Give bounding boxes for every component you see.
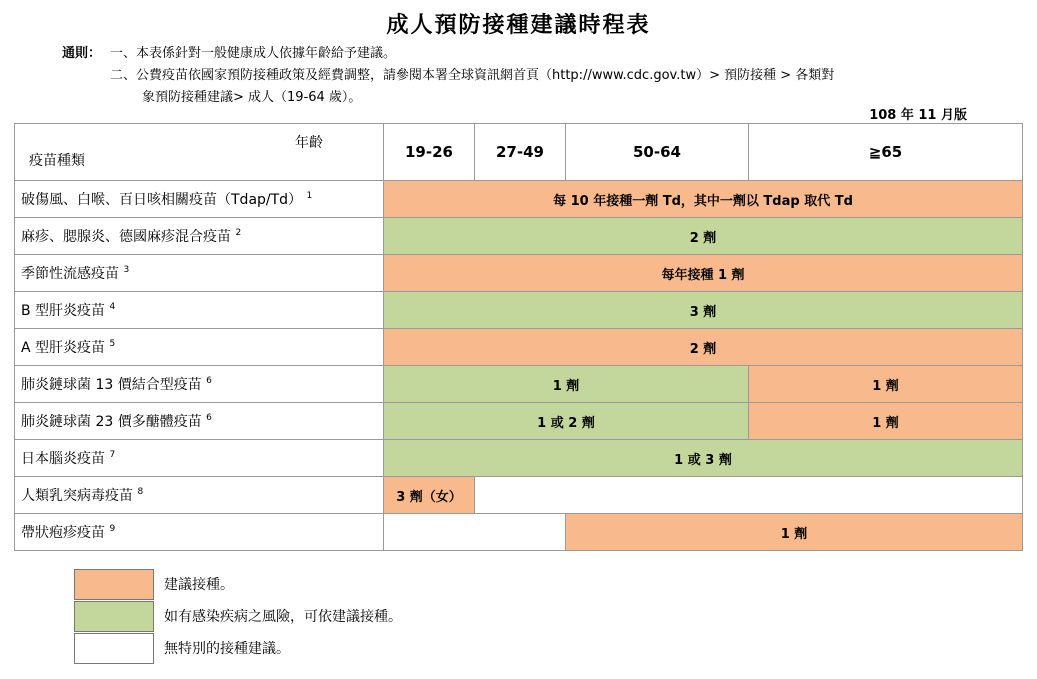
- table-row: [15, 514, 1023, 551]
- age-group-27-49: 27-49: [475, 124, 566, 181]
- note-line-2: 二、公費疫苗依國家預防接種政策及經費調整，請參閱本署全球資訊網首頁（http://www.cdc.gov.tw）> 預防接種 > 各類對: [110, 68, 835, 83]
- table-row: [15, 255, 1023, 292]
- age-group-50-64: 50-64: [566, 124, 749, 181]
- vaccine-name: 肺炎鏈球菌 13 價結合型疫苗 $^6$: [15, 366, 384, 403]
- header-row: [15, 124, 1023, 181]
- schedule-cell: 1 或 3 劑: [384, 440, 1023, 477]
- table-row: [15, 329, 1023, 366]
- schedule-cell: 3 劑: [384, 292, 1023, 329]
- schedule-cell: 1 劑: [749, 403, 1023, 440]
- vaccine-name: 日本腦炎疫苗 $^7$: [15, 440, 384, 477]
- schedule-cell: 1 劑: [566, 514, 1023, 551]
- corner-header: [15, 124, 384, 181]
- schedule-cell: 3 劑（女）: [384, 477, 475, 514]
- vaccine-name: A 型肝炎疫苗 $^5$: [15, 329, 384, 366]
- table-row: [15, 218, 1023, 255]
- legend-swatch-green: [74, 601, 154, 632]
- age-header: 年齡: [295, 135, 323, 151]
- vaccine-name: 季節性流感疫苗 $^3$: [15, 255, 384, 292]
- schedule-cell: 每 10 年接種一劑 Td，其中一劑以 Tdap 取代 Td: [384, 181, 1023, 218]
- schedule-cell: 2 劑: [384, 329, 1023, 366]
- legend-item: [74, 600, 402, 632]
- table-row: [15, 181, 1023, 218]
- vaccine-name: 帶狀疱疹疫苗 $^9$: [15, 514, 384, 551]
- schedule-cell: 2 劑: [384, 218, 1023, 255]
- legend-swatch-white: [74, 633, 154, 664]
- table-row: [15, 292, 1023, 329]
- legend: [74, 568, 402, 664]
- table-row: [15, 477, 1023, 514]
- schedule-cell: 1 劑: [384, 366, 749, 403]
- schedule-cell: 1 或 2 劑: [384, 403, 749, 440]
- age-group-19-26: 19-26: [384, 124, 475, 181]
- table-row: [15, 440, 1023, 477]
- legend-text: 建議接種。: [164, 577, 234, 593]
- schedule-cell: 1 劑: [749, 366, 1023, 403]
- schedule-cell: [475, 477, 1023, 514]
- vaccine-name: 麻疹、腮腺炎、德國麻疹混合疫苗 $^2$: [15, 218, 384, 255]
- vaccine-name: 破傷風、白喉、百日咳相關疫苗（Tdap/Td） $^1$: [15, 181, 384, 218]
- table-row: [15, 366, 1023, 403]
- legend-item: [74, 632, 402, 664]
- table-row: [15, 403, 1023, 440]
- age-group-65-plus: ≧65: [749, 124, 1023, 181]
- vaccine-name: B 型肝炎疫苗 $^4$: [15, 292, 384, 329]
- general-notes: [62, 43, 834, 109]
- notes-label: 通則：: [62, 46, 102, 61]
- page-title: 成人預防接種建議時程表: [386, 13, 651, 38]
- note-line-1: 一、本表係針對一般健康成人依據年齡給予建議。: [110, 46, 397, 61]
- schedule-cell: [384, 514, 566, 551]
- legend-item: [74, 568, 402, 600]
- schedule-table: [14, 123, 1023, 551]
- legend-swatch-orange: [74, 569, 154, 600]
- vaccine-name: 肺炎鏈球菌 23 價多醣體疫苗 $^6$: [15, 403, 384, 440]
- vaccine-name: 人類乳突病毒疫苗 $^8$: [15, 477, 384, 514]
- version-label: 108 年 11 月版: [869, 108, 967, 123]
- legend-text: 如有感染疾病之風險，可依建議接種。: [164, 609, 402, 625]
- vaccine-header: 疫苗種類: [29, 153, 85, 169]
- schedule-cell: 每年接種 1 劑: [384, 255, 1023, 292]
- note-line-3: 象預防接種建議> 成人（19-64 歲）。: [142, 90, 362, 105]
- legend-text: 無特別的接種建議。: [164, 641, 290, 657]
